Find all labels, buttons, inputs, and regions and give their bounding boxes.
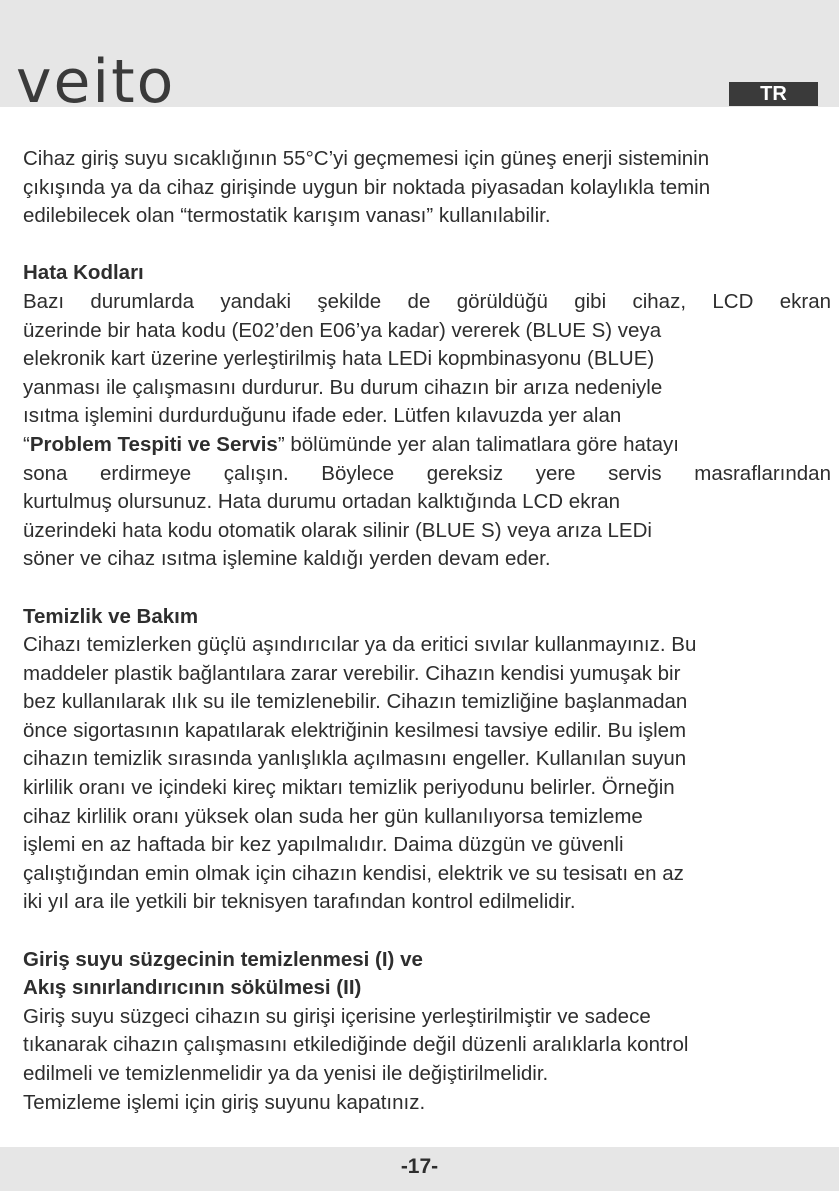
paragraph-gap xyxy=(23,231,831,260)
cleaning-line: bez kullanılarak ılık su ile temizlenebilir. Cihazın temizliğine başlanmadan xyxy=(23,690,688,714)
language-badge: TR xyxy=(729,82,818,106)
error-codes-reference-line xyxy=(23,431,831,460)
error-codes-heading: Hata Kodları xyxy=(23,261,144,285)
intro-line: Cihaz giriş suyu sıcaklığının 55°C’yi geçmemesi için güneş enerji sisteminin xyxy=(23,147,710,170)
cleaning-line: cihaz kirlilik oranı yüksek olan suda her gün kullanılıyorsa temizleme xyxy=(23,804,643,828)
filter-line: Temizleme işlemi için giriş suyunu kapatınız. xyxy=(23,1090,426,1114)
cleaning-line: çalıştığından emin olmak için cihazın kendisi, elektrik ve su tesisatı en az xyxy=(23,861,684,885)
page-content xyxy=(23,145,831,1117)
error-codes-line: üzerinde bir hata kodu (E02’den E06’ya kadar) vererek (BLUE S) veya xyxy=(23,318,662,342)
error-codes-section xyxy=(23,259,831,574)
filter-heading: Akış sınırlandırıcının sökülmesi (II) xyxy=(23,976,362,1000)
page-footer xyxy=(0,1147,839,1191)
page-number: -17- xyxy=(400,1155,439,1178)
error-codes-line: elekronik kart üzerine yerleştirilmiş hata LEDi kopmbinasyonu (BLUE) xyxy=(23,347,655,371)
cleaning-line: Cihazı temizlerken güçlü aşındırıcılar ya da eritici sıvılar kullanmayınız. Bu xyxy=(23,633,697,657)
error-codes-line: Bazı durumlarda yandaki şekilde de görüldüğü gibi cihaz, LCD ekran xyxy=(23,289,831,313)
filter-line: Giriş suyu süzgeci cihazın su girişi içerisine yerleştirilmiştir ve sadece xyxy=(23,1004,651,1028)
cleaning-line: cihazın temizlik sırasında yanlışlıkla açılmasını engeller. Kullanılan suyun xyxy=(23,747,687,771)
brand-logo: veito xyxy=(16,47,176,117)
filter-line: edilmeli ve temizlenmelidir ya da yenisi ile değiştirilmelidir. xyxy=(23,1062,549,1085)
cleaning-line: maddeler plastik bağlantılara zarar verebilir. Cihazın kendisi yumuşak bir xyxy=(23,661,681,685)
cleaning-line: kirlilik oranı ve içindeki kireç miktarı temizlik periyodunu belirler. Örneğin xyxy=(23,776,675,800)
error-codes-line: sona erdirmeye çalışın. Böylece gereksiz yere servis masraflarından xyxy=(23,461,831,485)
cleaning-line: önce sigortasının kapatılarak elektriğinin kesilmesi tavsiye edilir. Bu işlem xyxy=(23,718,687,742)
page-header xyxy=(0,0,839,117)
error-codes-line: üzerindeki hata kodu otomatik olarak silinir (BLUE S) veya arıza LEDi xyxy=(23,518,652,542)
error-codes-line: söner ve cihaz ısıtma işlemine kaldığı yerden devam eder. xyxy=(23,547,551,571)
cleaning-section xyxy=(23,603,831,918)
intro-line: çıkışında ya da cihaz girişinde uygun bir noktada piyasadan kolaylıkla temin xyxy=(23,175,711,199)
cleaning-heading: Temizlik ve Bakım xyxy=(23,604,199,628)
troubleshooting-section-reference: Problem Tespiti ve Servis xyxy=(29,432,278,456)
paragraph-gap xyxy=(23,917,831,946)
error-codes-line: kurtulmuş olursunuz. Hata durumu ortadan kalktığında LCD ekran xyxy=(23,490,621,514)
intro-line: edilebilecek olan “termostatik karışım vanası” kullanılabilir. xyxy=(23,204,551,228)
filter-line: tıkanarak cihazın çalışmasını etkilediğinde değil düzenli aralıklarla kontrol xyxy=(23,1033,689,1057)
filter-section xyxy=(23,946,831,1118)
filter-heading: Giriş suyu süzgecinin temizlenmesi (I) ve xyxy=(23,947,423,971)
open-quote: “ xyxy=(23,432,30,456)
cleaning-line: iki yıl ara ile yetkili bir teknisyen tarafından kontrol edilmelidir. xyxy=(23,890,576,914)
cleaning-line: işlemi en az haftada bir kez yapılmalıdır. Daima düzgün ve güvenli xyxy=(23,833,624,857)
reference-rest: ” bölümünde yer alan talimatlara göre hatayı xyxy=(277,432,679,456)
intro-section xyxy=(23,145,831,231)
error-codes-line: ısıtma işlemini durdurduğunu ifade eder. Lütfen kılavuzda yer alan xyxy=(23,404,622,428)
error-codes-line: yanması ile çalışmasını durdurur. Bu durum cihazın bir arıza nedeniyle xyxy=(23,375,663,399)
paragraph-gap xyxy=(23,574,831,603)
